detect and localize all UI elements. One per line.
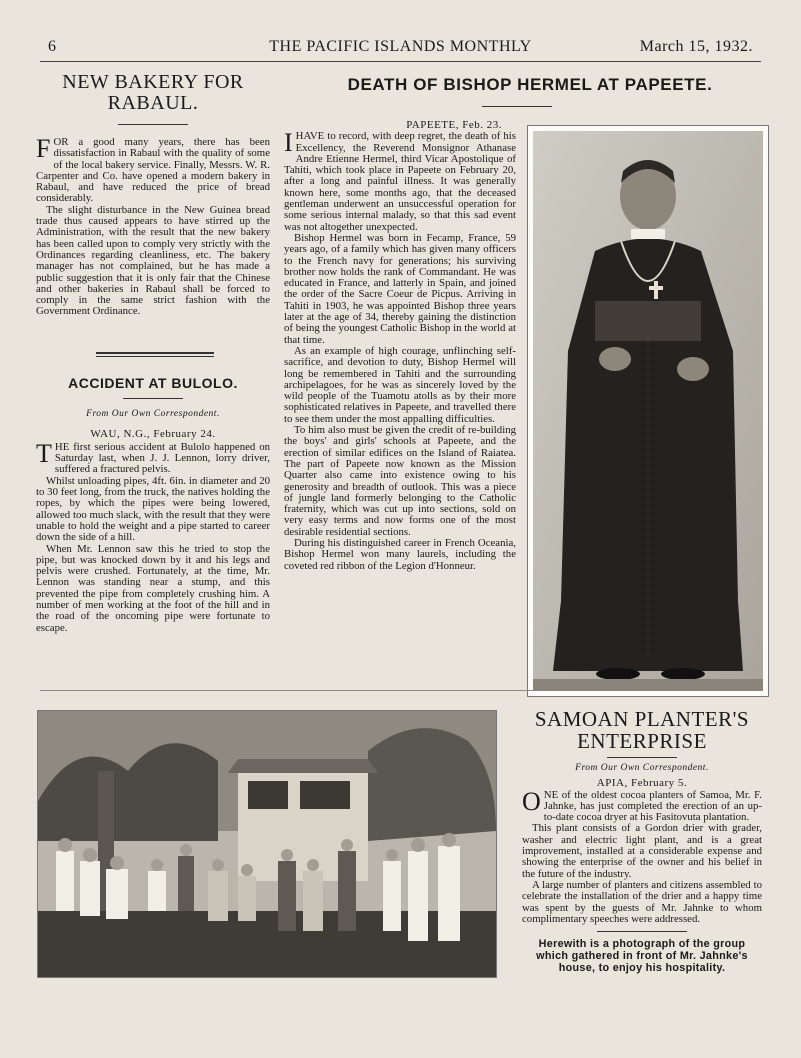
samoa-headline-line1: SAMOAN PLANTER'S (534, 707, 750, 731)
bakery-paragraph-1-text: OR a good many years, there has been dissatisfaction in Rabaul with the quality of some of the local bakery service. Finally, Messrs. W. R. Carpenter and Co. have opened a modern bakery in Rabaul, and have reduced the price of bread considerably. (36, 136, 270, 205)
samoa-rule (607, 757, 677, 758)
issue-date: March 15, 1932. (639, 38, 753, 55)
bakery-rule (118, 124, 188, 125)
bakery-headline-line1: NEW BAKERY FOR (62, 71, 244, 93)
hermel-paragraph-4: To him also must be given the credit of re-building the boys' and girls' schools at Papeete, and the erection of similar edifices on the Island of Raiatea. The part of Papeete now known as the Mission Quarter also came into existence owing to his generosity and breadth of outlook. This was a piece of jungle land formerly belonging to the Catholic fraternity, which was cut up into sections, sold on very easy terms and now forms one of the most desirable residential sections. (284, 424, 516, 538)
hermel-paragraph-5: During his distinguished career in French Oceania, Bishop Hermel won many laurels, including the coveted red ribbon of the Legion d'Honneur. (284, 536, 516, 572)
samoa-headline-line2: ENTERPRISE (577, 729, 707, 753)
accident-paragraph-3: When Mr. Lennon saw this he tried to stop the pipe, but was knocked down by it and his legs and pelvis were crushed. Fortunately, at the time, Mr. Lennon was standing near a stump, and this prevented the pipe from completely crushing him. A number of men working at the foot of the hill and in the road of the oncoming pipe were fortunate to escape. (36, 542, 270, 634)
bakery-paragraph-2: The slight disturbance in the New Guinea bread trade thus caused appears to have stirred up the Administration, with the result that the new bakery has been called upon to comply very strictly with the Ordinances regarding cleanliness, etc. The bakery manager has not complained, but he has made a public suggestion that it is only fair that the Chinese and other bakeries in Rabaul shall be forced to comply in the same strict fashion with the Government Ordinance. (36, 203, 270, 318)
bishop-portrait-image (533, 131, 763, 691)
bakery-dropcap: F (36, 134, 51, 163)
accident-byline: From Our Own Correspondent. (86, 409, 220, 420)
magazine-title: THE PACIFIC ISLANDS MONTHLY (269, 38, 532, 55)
bishop-photo (527, 125, 769, 697)
hermel-paragraph-3: As an example of high courage, unflinching self-sacrifice, and devotion to duty, Bishop Hermel will long be remembered in Tahiti and the surrounding archipelagoes, for he was as sincerely loved by the wild people of the Tuamotu atolls as by their more sophisticated relatives in Papeete, and travelled there to see them under the most appalling difficulties. (284, 344, 516, 425)
samoa-paragraph-1 (522, 786, 762, 824)
samoa-headline (522, 708, 762, 752)
page-number: 6 (48, 38, 57, 55)
group-photo-image (38, 711, 496, 977)
samoa-dateline: APIA, February 5. (596, 777, 688, 790)
samoa-caption-rule (597, 931, 687, 932)
accident-article (36, 375, 270, 634)
group-photo (37, 710, 497, 978)
accident-headline: ACCIDENT AT BULOLO. (68, 375, 238, 391)
accident-paragraph-1-text: HE first serious accident at Bulolo happened on Saturday last, when J. J. Lennon, lorry driver, suffered a fractured pelvis. (54, 440, 270, 476)
accident-dropcap: T (36, 438, 52, 468)
samoa-paragraph-2: This plant consists of a Gordon drier with grader, washer and electric light plant, and is a great improvement, installed at a considerable expense and showing the enterprise of the owner and his belief in the future of the industry. (522, 822, 762, 880)
hermel-article (284, 120, 516, 572)
samoa-article (522, 708, 762, 974)
samoa-byline: From Our Own Correspondent. (575, 763, 709, 773)
photo-caption: Herewith is a photograph of the group which gathered in front of Mr. Jahnke's house, to enjoy his hospitality. (536, 938, 748, 975)
accident-dateline: WAU, N.G., February 24. (90, 427, 216, 440)
bakery-headline (36, 72, 270, 114)
lower-separator (40, 690, 761, 691)
hermel-paragraph-1 (284, 128, 516, 233)
section-divider (96, 352, 214, 357)
samoa-paragraph-3: A large number of planters and citizens assembled to celebrate the installation of the drier and a happy time was spent by the guests of Mr. Jahnke to whom complimentary speeches were addressed. (522, 878, 762, 925)
bakery-paragraph-1 (36, 134, 270, 205)
accident-paragraph-2: Whilst unloading pipes, 4ft. 6in. in diameter and 20 to 30 feet long, from the truck, the natives holding the ropes, by which the pipes were being lowered, allowed too much slack, with the result that they were unable to hold the weight and a pipe started to career down the side of a hill. (36, 474, 270, 544)
accident-paragraph-1 (36, 438, 270, 476)
samoa-paragraph-1-text: NE of the oldest cocoa planters of Samoa, Mr. F. Jahnke, has just completed the erection of an up-to-date cocoa dryer at his Fasitovuta plantation. (543, 788, 762, 824)
hermel-paragraph-2: Bishop Hermel was born in Fecamp, France, 59 years ago, of a family which has given many officers to the French navy for generations; his surviving brother now holds the rank of Commandant. He was educated in France, and latterly in Spain, and joined the order of the Sacre Coeur de Picpus. Arriving in Tahiti in 1903, he was appointed Bishop three years later at the age of 34, thereby gaining the distinction of being the youngest Catholic Bishop in the world at that time. (284, 231, 516, 346)
samoa-dropcap: O (522, 786, 541, 816)
header-rule (40, 61, 761, 62)
hermel-dateline: PAPEETE, Feb. 23. (406, 119, 502, 131)
bakery-article (36, 72, 270, 318)
hermel-dropcap: I (284, 128, 293, 158)
accident-rule (123, 398, 183, 399)
hermel-rule (482, 106, 552, 107)
page-header (48, 38, 753, 58)
bakery-headline-line2: RABAUL. (107, 92, 199, 114)
hermel-headline: DEATH OF BISHOP HERMEL AT PAPEETE. (347, 75, 713, 94)
hermel-paragraph-1-text: HAVE to record, with deep regret, the death of his Excellency, the Reverend Monsignor Athanase Andre Etienne Hermel, third Vicar Apostolique of Tahiti, which took place in Papeete on February 20, after a long and painful illness. It was generally known here, some months ago, that the deceased gentleman underwent an unsuccessful operation for some serious internal malady, so that this sad event was not altogether unexpected. (284, 130, 516, 233)
